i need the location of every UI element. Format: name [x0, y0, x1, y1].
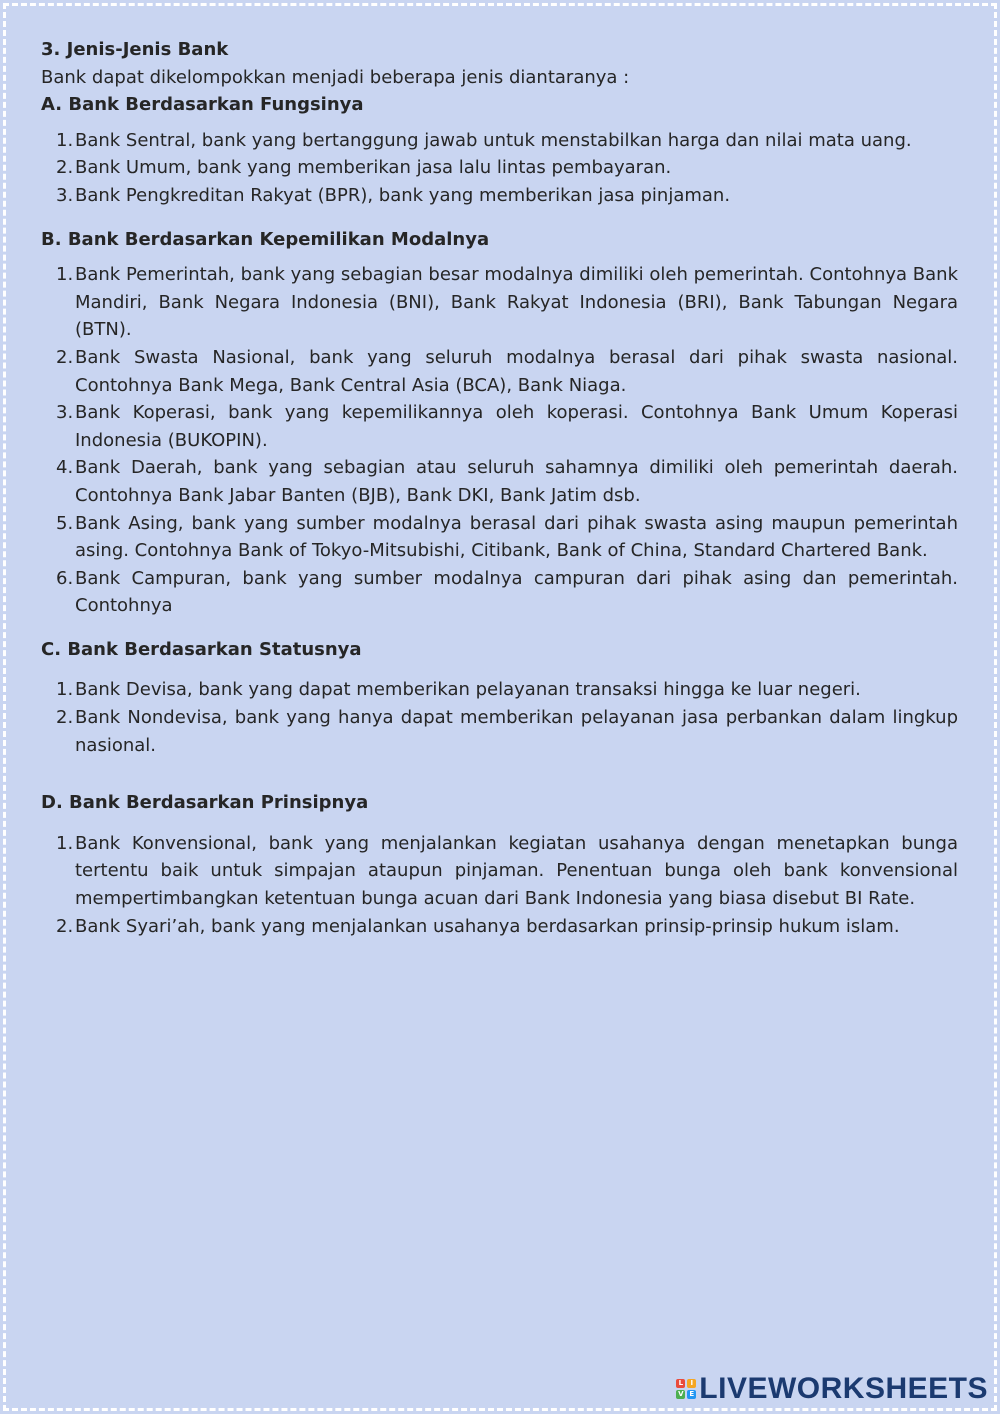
list-item	[41, 127, 958, 155]
item-text: Bank Sentral, bank yang bertanggung jawab untuk menstabilkan harga dan nilai mata uang.	[75, 129, 912, 151]
item-text: Bank Nondevisa, bank yang hanya dapat memberikan pelayanan jasa perbankan dalam lingkup nasional.	[75, 707, 958, 756]
logo-letter-v: V	[678, 1390, 684, 1398]
item-text: Bank Asing, bank yang sumber modalnya berasal dari pihak swasta asing maupun pemerintah asing. Contohnya Bank of Tokyo-Mitsubishi, Citibank, Bank of China, Standard Chartered Bank.	[75, 512, 958, 562]
item-number: 2.	[56, 707, 74, 729]
list-item	[41, 676, 958, 704]
list-item	[41, 399, 958, 454]
item-text: Bank Pengkreditan Rakyat (BPR), bank yang memberikan jasa pinjaman.	[75, 184, 731, 206]
item-number: 5.	[56, 512, 74, 534]
heading-fungsi: A. Bank Berdasarkan Fungsinya	[41, 94, 364, 116]
item-number: 1.	[56, 129, 74, 151]
list-item	[41, 510, 958, 565]
heading-prinsip: D. Bank Berdasarkan Prinsipnya	[41, 792, 369, 814]
logo-letter-e: E	[687, 1390, 696, 1399]
list-item	[41, 261, 958, 344]
item-number: 2.	[56, 915, 74, 937]
item-text: Bank Koperasi, bank yang kepemilikannya oleh koperasi. Contohnya Bank Umum Koperasi Indonesia (BUKOPIN).	[75, 402, 958, 451]
logo-letter-i: I	[687, 1379, 696, 1388]
logo-mark-icon	[676, 1379, 696, 1399]
item-number: 1.	[56, 679, 74, 701]
item-number: 1.	[56, 832, 74, 854]
item-number: 1.	[56, 264, 74, 286]
item-text: Bank Syari’ah, bank yang menjalankan usahanya berdasarkan prinsip-prinsip hukum islam.	[75, 915, 900, 937]
item-number: 6.	[56, 567, 74, 589]
list-item	[41, 565, 958, 620]
item-text: Bank Swasta Nasional, bank yang seluruh modalnya berasal dari pihak swasta nasional. Contohnya Bank Mega, Bank Central Asia (BCA), Bank Niaga.	[75, 346, 958, 396]
list-status	[41, 676, 958, 759]
list-item	[41, 154, 958, 182]
heading-kepemilikan: B. Bank Berdasarkan Kepemilikan Modalnya	[41, 228, 490, 250]
list-item	[41, 182, 958, 210]
item-text: Bank Campuran, bank yang sumber modalnya campuran dari pihak asing dan pemerintah. Contohnya	[75, 567, 958, 617]
item-number: 3.	[56, 184, 74, 206]
list-prinsip	[41, 830, 958, 940]
list-item	[41, 704, 958, 759]
item-number: 2.	[56, 157, 74, 179]
brand-name: LIVEWORKSHEETS	[699, 1372, 988, 1405]
list-fungsi	[41, 127, 958, 210]
item-text: Bank Devisa, bank yang dapat memberikan pelayanan transaksi hingga ke luar negeri.	[75, 679, 861, 701]
item-text: Bank Umum, bank yang memberikan jasa lalu lintas pembayaran.	[75, 157, 672, 179]
item-text: Bank Daerah, bank yang sebagian atau seluruh sahamnya dimiliki oleh pemerintah daerah. Contohnya Bank Jabar Banten (BJB), Bank DKI, Bank Jatim dsb.	[75, 457, 958, 506]
list-item	[41, 344, 958, 399]
item-text: Bank Konvensional, bank yang menjalankan kegiatan usahanya dengan menetapkan bunga tertentu baik untuk simpajan ataupun pinjaman. Penentuan bunga oleh bank konvensional mempertimbangkan ketentuan bunga acuan dari Bank Indonesia yang biasa disebut BI Rate.	[75, 832, 958, 910]
item-number: 3.	[56, 402, 74, 424]
intro-text: Bank dapat dikelompokkan menjadi beberapa jenis diantaranya :	[41, 66, 630, 88]
list-item	[41, 830, 958, 913]
item-number: 2.	[56, 346, 74, 368]
section-title: 3. Jenis-Jenis Bank	[41, 39, 229, 60]
logo-letter-l: L	[676, 1379, 685, 1388]
item-number: 4.	[56, 457, 74, 479]
item-text: Bank Pemerintah, bank yang sebagian besar modalnya dimiliki oleh pemerintah. Contohnya Bank Mandiri, Bank Negara Indonesia (BNI), Bank Rakyat Indonesia (BRI), Bank Tabungan Negara (BTN).	[75, 264, 958, 341]
list-item	[41, 454, 958, 509]
liveworksheets-logo[interactable]	[676, 1372, 988, 1406]
heading-status: C. Bank Berdasarkan Statusnya	[41, 638, 362, 660]
document-body	[41, 36, 958, 940]
list-kepemilikan	[41, 261, 958, 620]
list-item	[41, 913, 958, 941]
